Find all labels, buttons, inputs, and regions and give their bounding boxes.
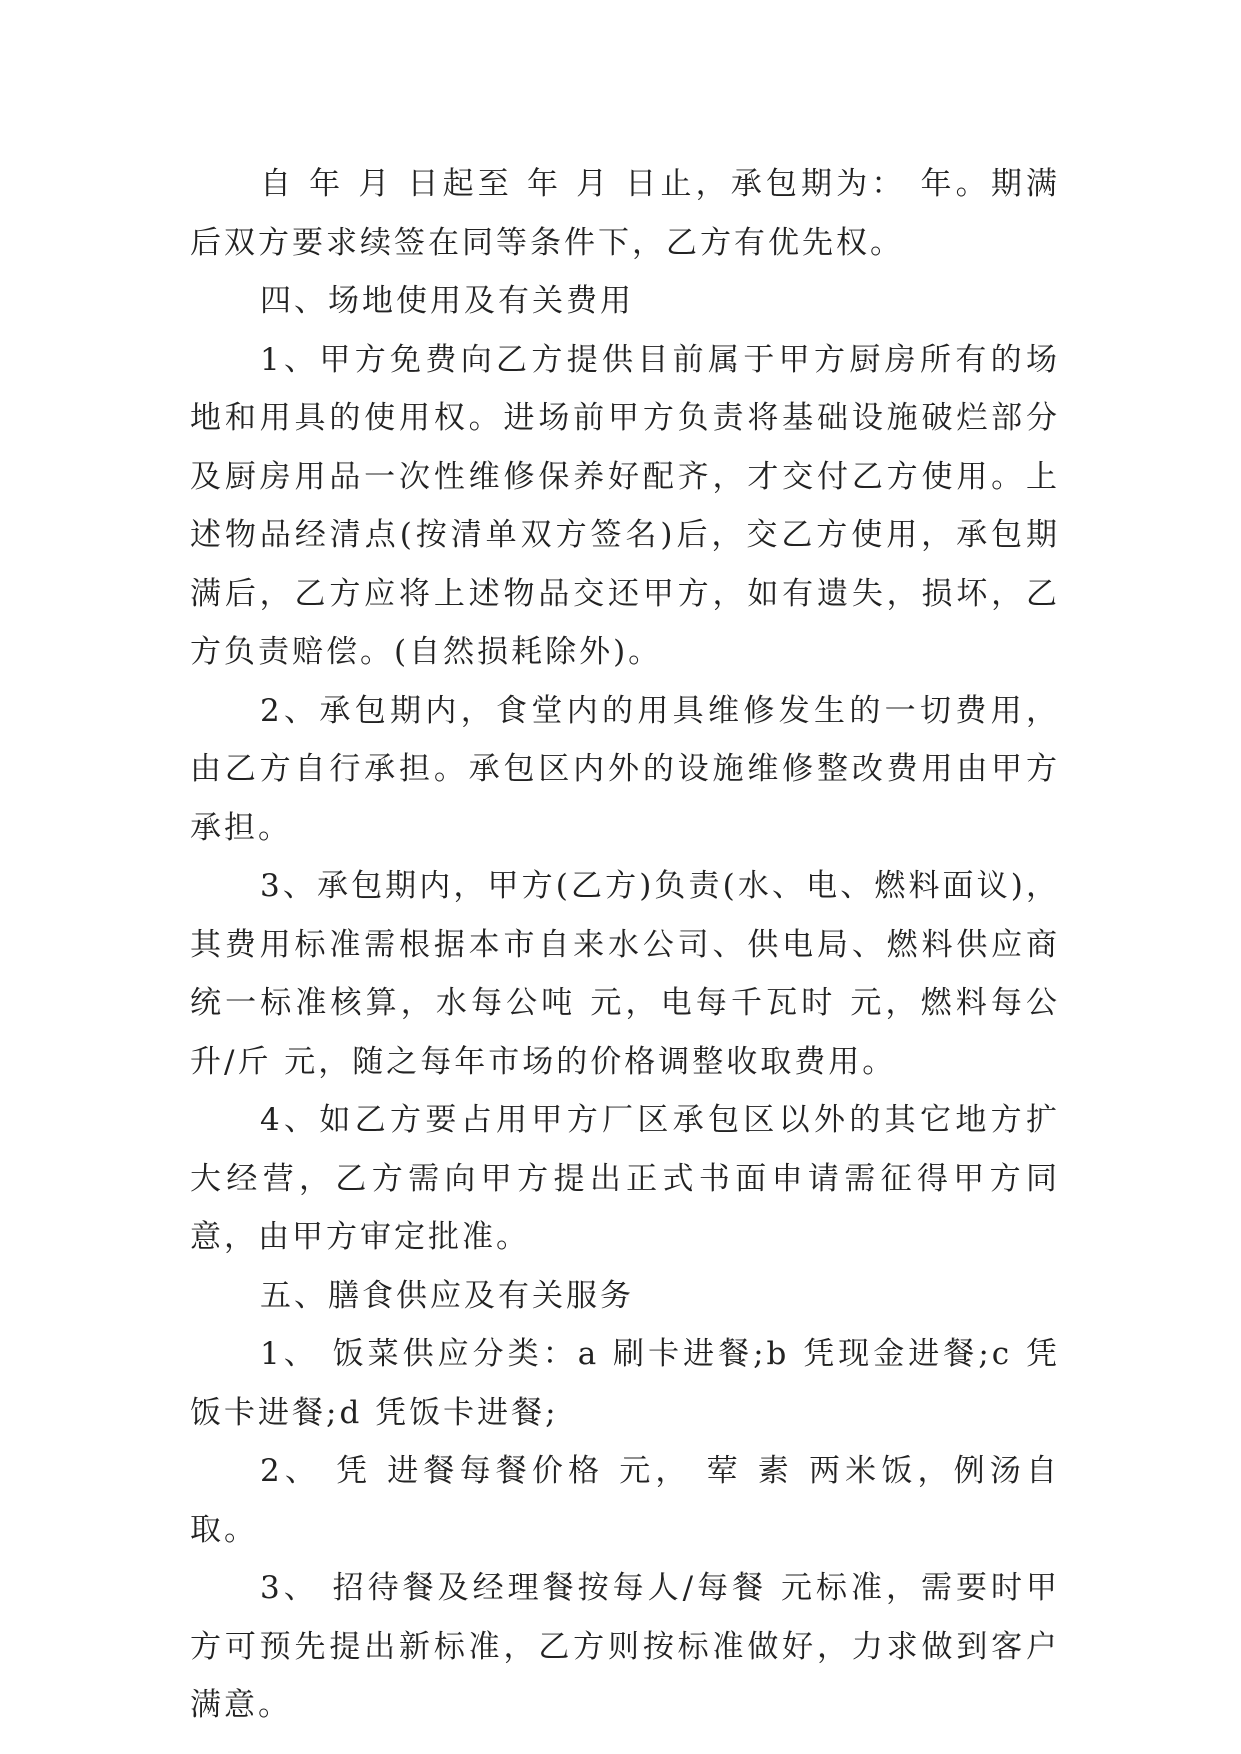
paragraph-site-use-4: 4、如乙方要占用甲方厂区承包区以外的其它地方扩大经营，乙方需向甲方提出正式书面申请需征得甲方同意，由甲方审定批准。 <box>190 1102 1060 1255</box>
paragraph-meal-supply-3: 3、 招待餐及经理餐按每人/每餐 元标准，需要时甲方可预先提出新标准，乙方则按标准做好，力求做到客户满意。 <box>190 1570 1060 1723</box>
paragraph-meal-supply-1: 1、 饭菜供应分类：a 刷卡进餐;b 凭现金进餐;c 凭饭卡进餐;d 凭饭卡进餐; <box>190 1336 1060 1431</box>
paragraph-site-use-2: 2、承包期内，食堂内的用具维修发生的一切费用，由乙方自行承担。承包区内外的设施维修整改费用由甲方承担。 <box>190 692 1060 846</box>
section-heading-site-use: 四、场地使用及有关费用 <box>260 283 634 319</box>
paragraph-site-use-3: 3、承包期内，甲方(乙方)负责(水、电、燃料面议)，其费用标准需根据本市自来水公司、供电局、燃料供应商统一标准核算，水每公吨 元，电每千瓦时 元，燃料每公升/斤 元，随之每年市场的价格调整收取费用。 <box>190 868 1060 1080</box>
document-body <box>190 155 1060 1735</box>
paragraph-meal-supply-2: 2、 凭 进餐每餐价格 元， 荤 素 两米饭，例汤自取。 <box>190 1453 1060 1548</box>
section-heading-meal-supply: 五、膳食供应及有关服务 <box>260 1277 634 1314</box>
paragraph-site-use-1: 1、甲方免费向乙方提供目前属于甲方厨房所有的场地和用具的使用权。进场前甲方负责将基础设施破烂部分及厨房用品一次性维修保养好配齐，才交付乙方使用。上述物品经清点(按清单双方签名)后，交乙方使用，承包期满后，乙方应将上述物品交还甲方，如有遗失，损坏，乙方负责赔偿。(自然损耗除外)。 <box>190 341 1060 670</box>
paragraph-contract-term: 自 年 月 日起至 年 月 日止，承包期为： 年。期满后双方要求续签在同等条件下，乙方有优先权。 <box>190 166 1060 261</box>
